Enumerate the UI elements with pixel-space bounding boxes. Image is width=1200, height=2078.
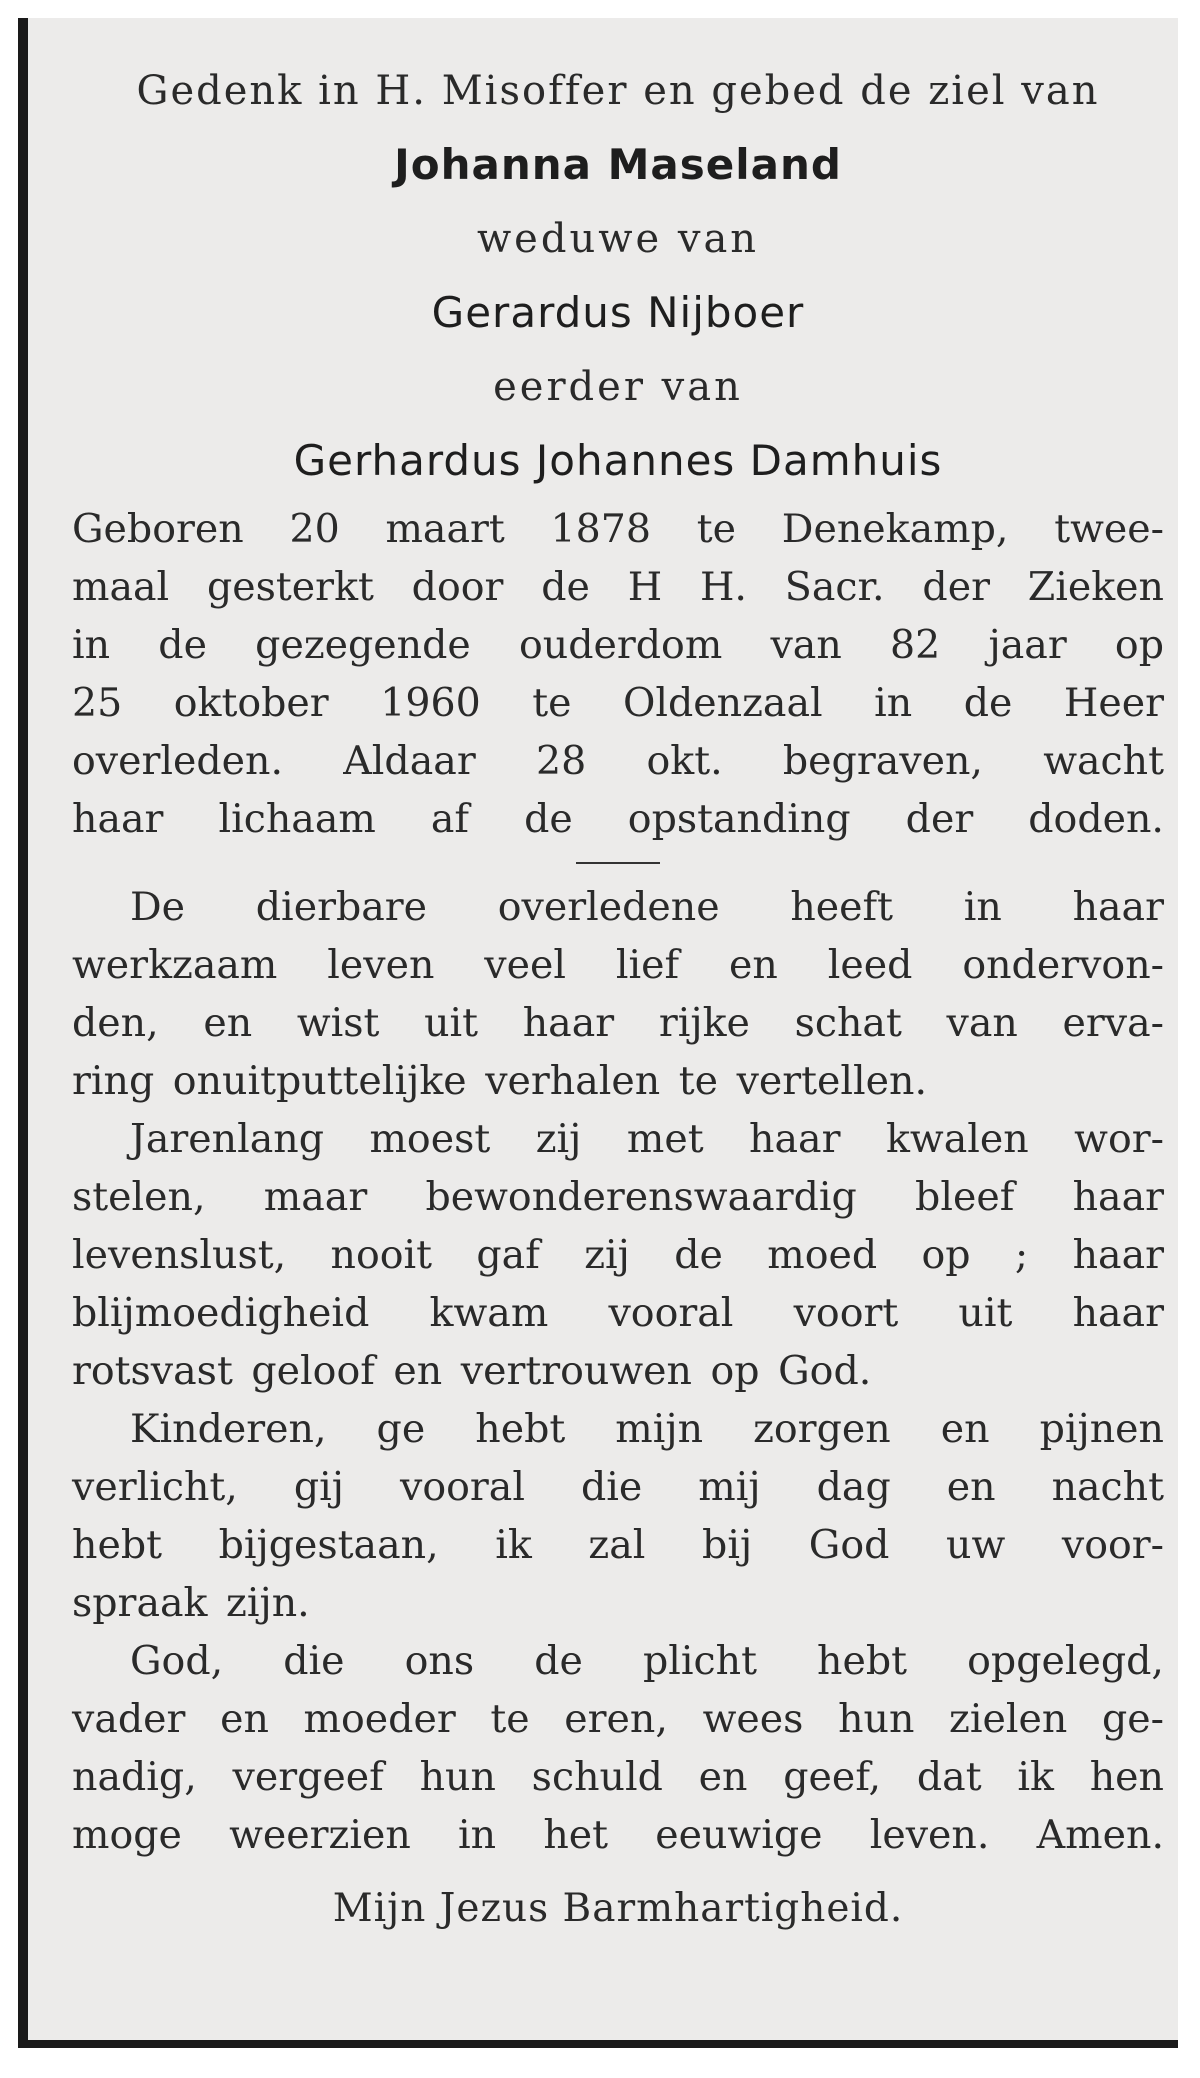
bio-line: in de gezegende ouderdom van 82 jaar op	[72, 622, 1164, 668]
paragraph-struggle	[72, 1110, 1164, 1400]
text-line: vader en moeder te eren, wees hun zielen ge-	[72, 1696, 1164, 1742]
text-line: ring onuitputtelijke verhalen te vertellen.	[72, 1058, 928, 1104]
spouse-name-2: Gerhardus Johannes Damhuis	[293, 436, 943, 485]
text-line: spraak zijn.	[72, 1580, 310, 1626]
bio-line: haar lichaam af de opstanding der doden.	[72, 796, 1164, 842]
text-line: verlicht, gij vooral die mij dag en nacht	[72, 1464, 1164, 1510]
intro-line: Gedenk in H. Misoffer en gebed de ziel van	[136, 68, 1100, 114]
relation-formerly: eerder van	[493, 364, 743, 410]
text-line: den, en wist uit haar rijke schat van erva-	[72, 1000, 1164, 1046]
closing-invocation: Mijn Jezus Barmhartigheid.	[332, 1886, 904, 1931]
bio-line: overleden. Aldaar 28 okt. begraven, wacht	[72, 738, 1164, 784]
paragraph-prayer	[72, 1632, 1164, 1864]
bio-line: maal gesterkt door de H H. Sacr. der Zieken	[72, 564, 1164, 610]
deceased-name: Johanna Maseland	[394, 140, 842, 189]
bio-line: 25 oktober 1960 te Oldenzaal in de Heer	[72, 680, 1164, 726]
text-line: werkzaam leven veel lief en leed ondervon-	[72, 942, 1164, 988]
card-left-border	[18, 18, 28, 2048]
card-content	[72, 56, 1164, 1944]
text-line: moge weerzien in het eeuwige leven. Amen.	[72, 1812, 1164, 1858]
memorial-card	[18, 18, 1178, 2048]
text-line: nadig, vergeef hun schuld en geef, dat ik hen	[72, 1754, 1164, 1800]
bio-line: Geboren 20 maart 1878 te Denekamp, twee-	[72, 506, 1164, 552]
text-line: Jarenlang moest zij met haar kwalen wor-	[130, 1116, 1164, 1162]
text-line: levenslust, nooit gaf zij de moed op ; haar	[72, 1232, 1164, 1278]
text-line: stelen, maar bewonderenswaardig bleef haar	[72, 1174, 1164, 1220]
paragraph-life	[72, 878, 1164, 1110]
text-line: rotsvast geloof en vertrouwen op God.	[72, 1348, 872, 1394]
text-line: De dierbare overledene heeft in haar	[130, 884, 1164, 930]
relation-widow: weduwe van	[476, 216, 760, 262]
text-line: Kinderen, ge hebt mijn zorgen en pijnen	[130, 1406, 1164, 1452]
paragraph-children	[72, 1400, 1164, 1632]
text-line: hebt bijgestaan, ik zal bij God uw voor-	[72, 1522, 1164, 1568]
spouse-name-1: Gerardus Nijboer	[431, 288, 805, 337]
card-bottom-border	[18, 2040, 1178, 2048]
biography-paragraph	[72, 500, 1164, 848]
text-line: God, die ons de plicht hebt opgelegd,	[130, 1638, 1164, 1684]
divider-rule	[576, 862, 660, 864]
text-line: blijmoedigheid kwam vooral voort uit haar	[72, 1290, 1164, 1336]
